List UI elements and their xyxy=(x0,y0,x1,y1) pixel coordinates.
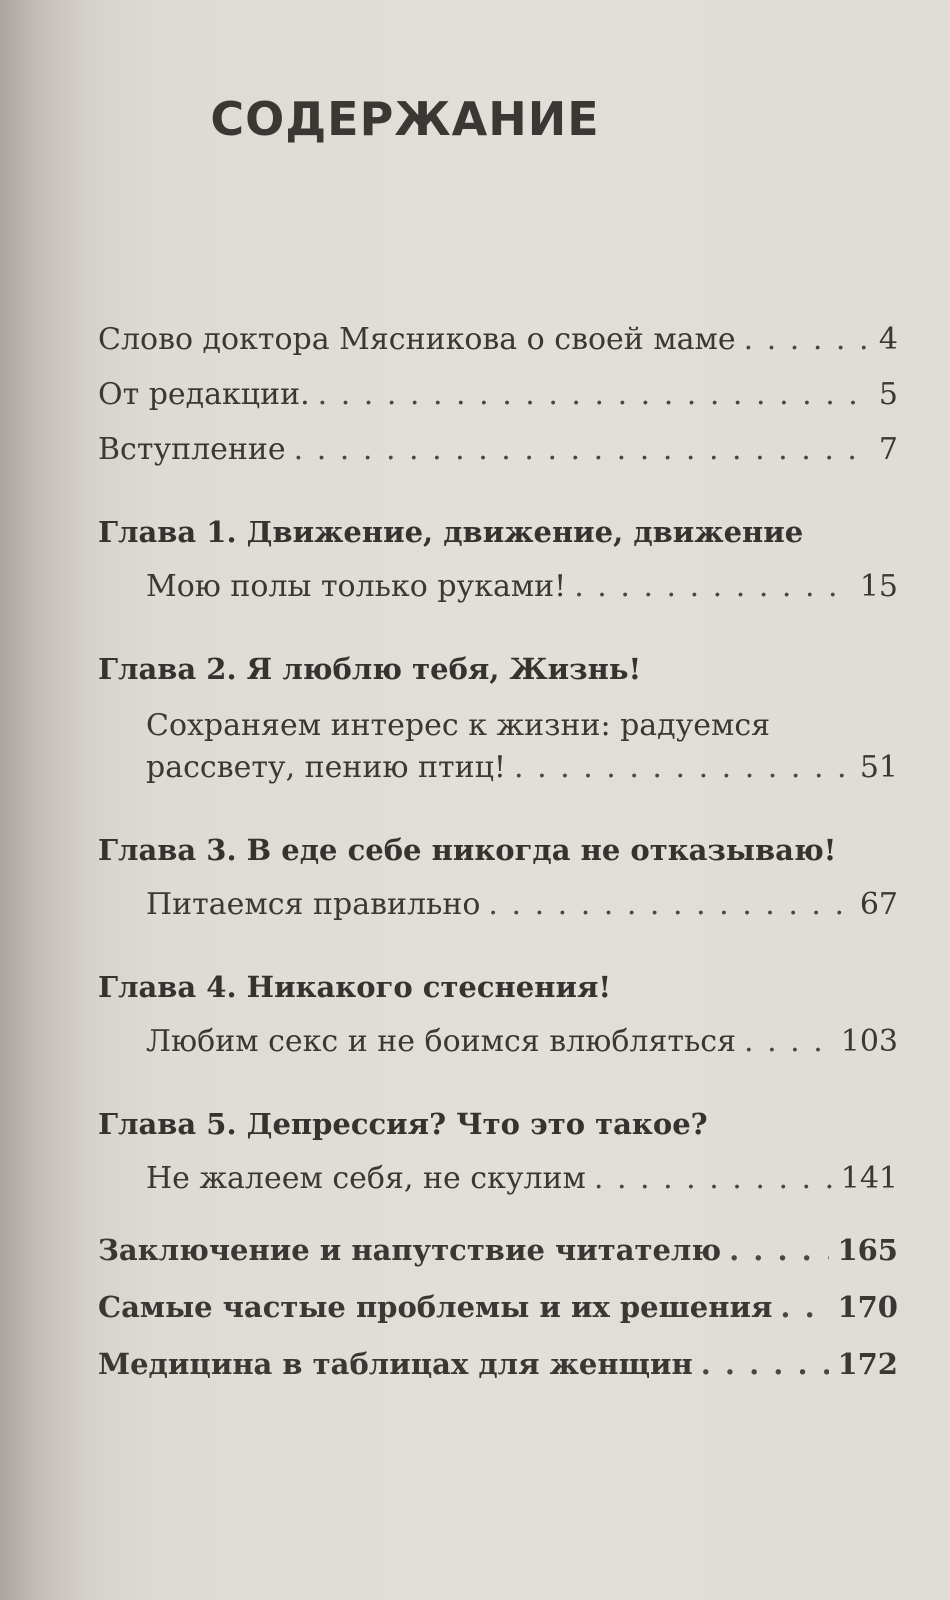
entry-text-line-2: рассвету, пению птиц! xyxy=(146,750,506,785)
entry-text: Любим секс и не боимся влюбляться xyxy=(146,1024,737,1059)
table-of-contents xyxy=(98,320,898,1385)
chapter-5-title: Глава 5. Депрессия? Что это такое? xyxy=(98,1107,708,1141)
entry-text: Самые частые проблемы и их решения xyxy=(98,1290,773,1324)
leader-dots xyxy=(744,1022,833,1062)
leader-dots xyxy=(780,1286,829,1328)
page-number: 5 xyxy=(878,377,898,412)
page-number: 170 xyxy=(837,1290,898,1324)
page-number: 15 xyxy=(859,569,898,604)
entry-text: Мою полы только руками! xyxy=(146,569,567,604)
entry-text: Не жалеем себя, не скулим xyxy=(146,1161,586,1196)
page-number: 51 xyxy=(859,750,898,785)
page-number: 103 xyxy=(840,1024,898,1059)
chapter-5-entry xyxy=(98,1159,898,1199)
toc-entry-medicine-tables xyxy=(98,1343,898,1385)
entry-text: Заключение и напутствие читателю xyxy=(98,1233,722,1267)
entry-text-line-1: Сохраняем интерес к жизни: радуемся xyxy=(146,708,771,743)
chapter-2-entry xyxy=(98,704,898,788)
page-number: 67 xyxy=(859,887,898,922)
entry-text: Вступление xyxy=(98,432,286,467)
toc-entry-editorial xyxy=(98,375,898,415)
chapter-4-entry xyxy=(98,1022,898,1062)
leader-dots xyxy=(744,320,871,360)
toc-entry-conclusion xyxy=(98,1229,898,1271)
chapter-1-title: Глава 1. Движение, движение, движение xyxy=(98,515,804,549)
leader-dots xyxy=(318,375,871,415)
leader-dots xyxy=(594,1159,833,1199)
page-number: 165 xyxy=(837,1233,898,1267)
chapter-4-title: Глава 4. Никакого стеснения! xyxy=(98,970,612,1004)
toc-entry-common-problems xyxy=(98,1286,898,1328)
entry-text: Медицина в таблицах для женщин xyxy=(98,1347,693,1381)
chapter-2-title: Глава 2. Я люблю тебя, Жизнь! xyxy=(98,652,642,686)
entry-text: Слово доктора Мясникова о своей маме xyxy=(98,322,736,357)
leader-dots xyxy=(488,885,851,925)
leader-dots xyxy=(294,430,871,470)
leader-dots xyxy=(514,748,852,788)
leader-dots xyxy=(701,1343,830,1385)
chapter-1-entry xyxy=(98,567,898,607)
page-number: 141 xyxy=(840,1161,898,1196)
page-number: 172 xyxy=(837,1347,898,1381)
page-number: 4 xyxy=(878,322,898,357)
page-number: 7 xyxy=(878,432,898,467)
toc-entry-foreword-doctor xyxy=(98,320,898,360)
entry-text: Питаемся правильно xyxy=(146,887,481,922)
leader-dots xyxy=(574,567,852,607)
entry-line-2 xyxy=(146,748,898,788)
chapter-3-entry xyxy=(98,885,898,925)
toc-entry-introduction xyxy=(98,430,898,470)
contents-title: СОДЕРЖАНИЕ xyxy=(210,92,600,146)
leader-dots xyxy=(729,1229,829,1271)
chapter-3-title: Глава 3. В еде себе никогда не отказываю! xyxy=(98,833,837,867)
entry-text: От редакции. xyxy=(98,377,310,412)
